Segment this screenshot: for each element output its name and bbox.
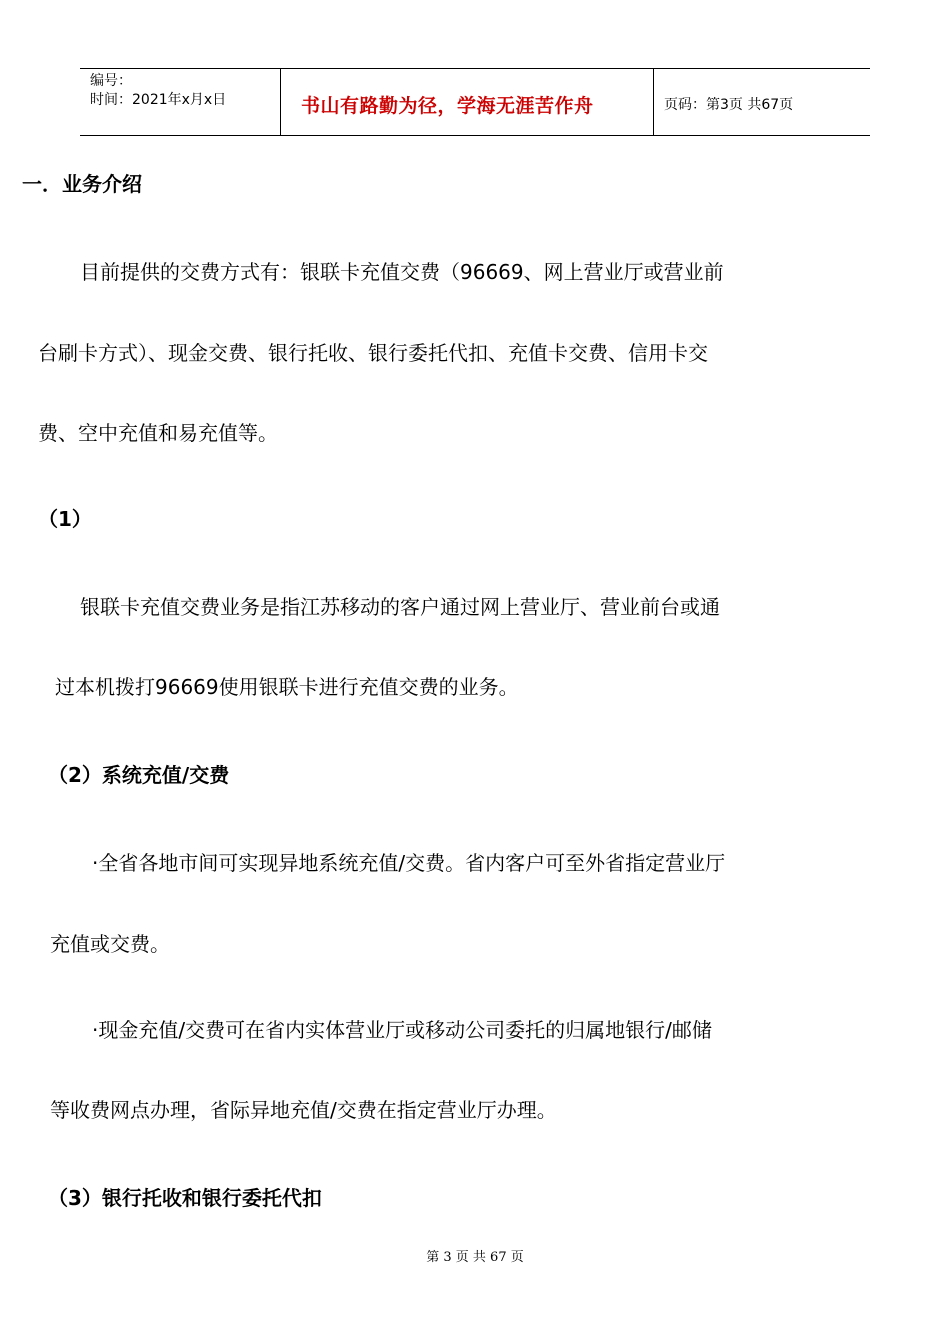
header-page-cell xyxy=(654,69,870,135)
sub1-line-1: 银联卡充值交费业务是指江苏移动的客户通过网上营业厅、营业前台或通 xyxy=(80,595,720,619)
intro-line-3: 费、空中充值和易充值等。 xyxy=(38,421,278,445)
sub2-bullet1-line-2: 充值或交费。 xyxy=(50,932,170,956)
number-label: 编号： xyxy=(90,73,132,89)
sub2-heading: （2）系统充值/交费 xyxy=(48,763,230,787)
document-header xyxy=(80,68,870,136)
sub2-bullet1-line-1: ·全省各地市间可实现异地系统充值/交费。省内客户可至外省指定营业厅 xyxy=(92,851,726,875)
header-meta-cell xyxy=(80,69,281,135)
intro-line-1: 目前提供的交费方式有：银联卡充值交费（96669、网上营业厅或营业前 xyxy=(80,260,724,284)
page-info: 页码：第3页 共67页 xyxy=(664,97,794,113)
section-title: 一．业务介绍 xyxy=(22,172,142,196)
sub2-bullet2-line-2: 等收费网点办理，省际异地充值/交费在指定营业厅办理。 xyxy=(50,1098,557,1122)
time-label: 时间：2021年x月x日 xyxy=(90,92,227,108)
sub3-heading: （3）银行托收和银行委托代扣 xyxy=(48,1186,322,1210)
sub2-bullet2-line-1: ·现金充值/交费可在省内实体营业厅或移动公司委托的归属地银行/邮储 xyxy=(92,1018,712,1042)
intro-line-2: 台刷卡方式）、现金交费、银行托收、银行委托代扣、充值卡交费、信用卡交 xyxy=(38,341,708,365)
sub1-heading: （1） xyxy=(38,507,92,531)
page-footer: 第 3 页 共 67 页 xyxy=(426,1250,524,1265)
sub1-line-2: 过本机拨打96669使用银联卡进行充值交费的业务。 xyxy=(55,675,519,699)
motto: 书山有路勤为径，学海无涯苦作舟 xyxy=(301,95,594,117)
header-motto-cell xyxy=(281,69,654,135)
